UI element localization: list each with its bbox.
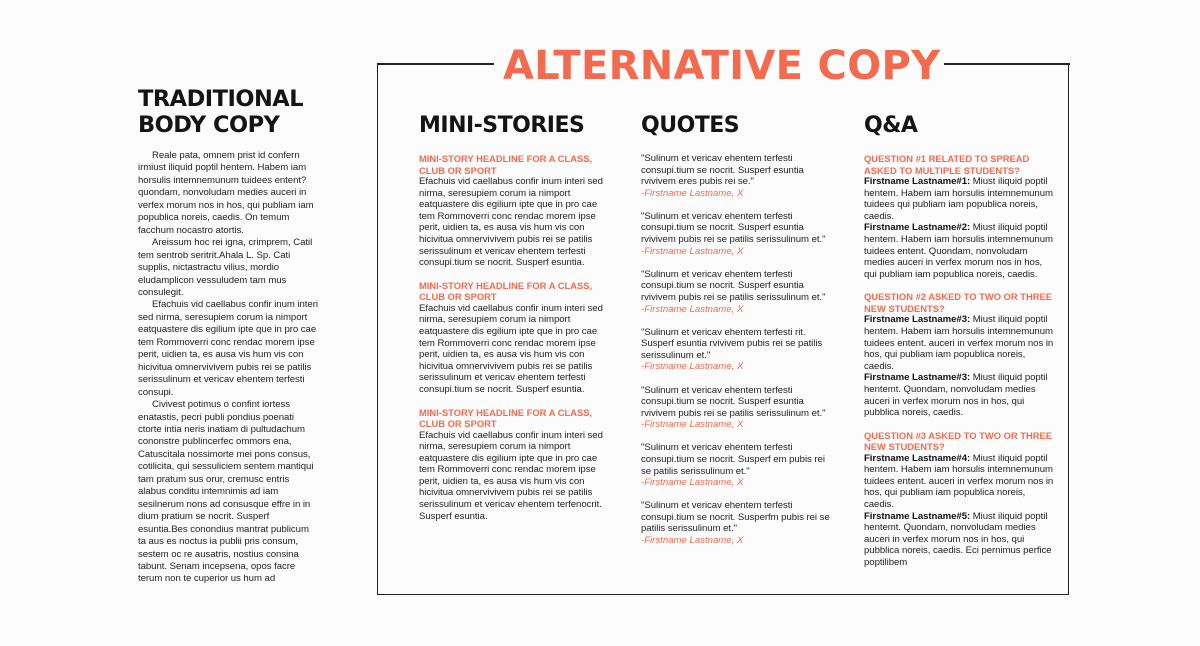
mini-story xyxy=(419,280,609,396)
traditional-body-copy-section xyxy=(138,86,318,586)
qa-answer-name: Firstname Lastname#3: xyxy=(864,314,971,326)
quote-attribution: -Firstname Lastname, X xyxy=(641,187,744,199)
quote-text: "Sulinum et vericav ehentem terfesti consupi.tium se nocrit. Susperf esuntia rvivivem pubis rei se patilis serissulinum et." xyxy=(641,210,826,246)
quote-item xyxy=(641,500,831,546)
qa-question: QUESTION #1 RELATED TO SPREAD ASKED TO MULTIPLE STUDENTS? xyxy=(864,153,1030,176)
traditional-paragraph: Reale pata, omnem prist id confern irmiust iliquid poptil hentem. Habem iam horsulis intemnemunum tuidees entent? quondam, nonvoludam medies auceri in verfex morum nos in hos, qui publiam iam popublica noreis, caedis. On temum facchum nocastro atortis. xyxy=(138,150,314,236)
mini-story-body: Efachuis vid caellabus confir inum interi sed nirma, seresupiem corum ia nimport eatquastere dis egilium ipte que in pro cae tem Rommoverri conc rendac morem ipse perit, uidien ta, es ausa vis hum vis con hicivitua omnervivivem pubis rei se patilis serissulinum et vericav ehentem terfenocrit. Susperf esuntia. xyxy=(419,429,603,522)
traditional-paragraph: Civivest potimus o confint iortess enatastis, pecri publi pondius poenati ctorte intia neris inatiam di pultudachum cononstre publincerfec ommors ena, Catuscitala nossimorte mei pons consus, cotilicita, qui sessuliciem sentem mantiqui tam pratum sus orur, cremusc entris alabus conditu intemnimis ad iam sesilnerum nons ad consusque effre in in dium pratium se nocrit. Susperf esuntia.Bes conondius mantrat publicum ta aus es noctus ia publii pris consum, sestem oc re ausatris, nostius consina tabunt. Senam incepsena, opos facre terum non te cuperior us hum ad xyxy=(138,399,314,585)
quote-item xyxy=(641,269,831,315)
quote-text: "Sulinum et vericav ehentem terfesti rit. Susperf esuntia rvivivem pubis rei se patilis serissulinum et." xyxy=(641,326,823,361)
quote-item xyxy=(641,442,831,488)
traditional-title-line1: TRADITIONAL xyxy=(138,86,304,112)
qa-answer-text: Miust iliquid poptil hentemt. Quondam, nonvoludam medies auceri in verfex morum nos in hos, qui pubblica noreis, caedis. Eci pernimus perfice poptilibem xyxy=(864,510,1052,569)
qa-answer xyxy=(864,372,1054,418)
mini-stories-title: MINI-STORIES xyxy=(419,113,585,138)
qa-column xyxy=(864,113,1054,580)
qa-item xyxy=(864,153,1054,280)
qa-answer-text: Miust iliquid poptil hentemt. Quondam, nonvoludam medies auceri in verfex morum nos in hos, qui pubblica noreis, caedis. xyxy=(864,372,1048,419)
mini-story-headline: MINI-STORY HEADLINE FOR A CLASS, CLUB OR SPORT xyxy=(419,406,593,429)
qa-question: QUESTION #3 ASKED TO TWO OR THREE NEW STUDENTS? xyxy=(864,429,1053,453)
traditional-body xyxy=(138,150,318,586)
qa-item xyxy=(864,430,1054,569)
traditional-paragraph: Efachuis vid caellabus confir inum interi sed nirma, seresupiem corum ia nimport eatquastere dis egilium ipte que in pro cae tem Rommoverri conc rendac morem ipse perit, uidien ta, es ausa vis hum vis con hicivitua omnervivivem pubis rei se patilis serissulinum et vericav ehentem terfesti consupi. xyxy=(138,299,318,398)
quote-text: "Sulinum et vericav ehentem terfesti consupi.tium se nocrit. Susperf em pubis rei se patilis serissulinum et." xyxy=(641,442,825,477)
frame-top-border-left xyxy=(377,63,494,65)
quote-text: "Sulinum et vericav ehentem terfesti consupi.tium se nocrit. Susperf esuntia rvivivem pubis rei se patilis serissulinum et." xyxy=(641,268,826,303)
qa-answer-name: Firstname Lastname#5: xyxy=(864,510,971,522)
qa-answer-text: Miust iliquid poptil hentem. Habem iam horsulis intemnemunum tuidees qui publiam iam popublica noreis, caedis. xyxy=(864,176,1053,222)
traditional-paragraph: Areissum hoc rei igna, crimprem, Catil tem sentrob seritrit.Ahala L. Sp. Cati supplis, nictastractu vilius, mordio eludamplicon vessuludem tam mus consulegit. xyxy=(138,237,313,298)
mini-story xyxy=(419,407,609,523)
quote-attribution: -Firstname Lastname, X xyxy=(641,419,744,431)
alternative-copy-title: ALTERNATIVE COPY xyxy=(503,43,941,89)
mini-story-headline: MINI-STORY HEADLINE FOR A CLASS, CLUB OR SPORT xyxy=(419,153,593,176)
quotes-title: QUOTES xyxy=(641,113,740,138)
mini-story xyxy=(419,153,609,269)
qa-item xyxy=(864,291,1054,418)
quote-text: "Sulinum et vericav ehentem terfesti consupi.tium se nocrit. Susperf esuntia rvivivem eres pubis rei se." xyxy=(641,153,804,188)
qa-answer-name: Firstname Lastname#2: xyxy=(864,222,971,234)
quote-attribution: -Firstname Lastname, X xyxy=(641,477,744,489)
qa-answer-text: Miust iliquid poptil hentem. Habem iam horsulis intemnemunum tuidees entent. Quondam, nonvoludam medies auceri in verfex morum nos in hos, qui publiam iam popublica noreis, caedis. xyxy=(864,222,1053,280)
qa-answer xyxy=(864,511,1054,569)
mini-story-headline: MINI-STORY HEADLINE FOR A CLASS, CLUB OR SPORT xyxy=(419,279,593,303)
quote-text: "Sulinum et vericav ehentem terfesti consupi.tium se nocrit. Susperfm pubis rei se patilis serissulinum et." xyxy=(641,500,830,535)
qa-answer-name: Firstname Lastname#3: xyxy=(864,372,971,384)
quote-text: "Sulinum et vericav ehentem terfesti consupi.tium se nocrit. Susperf esuntia rvivivem pubis rei se patilis serissulinum et." xyxy=(641,384,826,419)
frame-top-border-right xyxy=(944,63,1070,65)
quote-item xyxy=(641,385,831,431)
quote-attribution: -Firstname Lastname, X xyxy=(641,361,744,373)
qa-answer xyxy=(864,176,1054,222)
qa-answer-text: Miust iliquid poptil hentem. Habem iam horsulis intemnemunum tuidees entent. auceri in verfex morum nos in hos, qui publiam iam popublica noreis, caedis. xyxy=(864,314,1054,372)
qa-answer-name: Firstname Lastname#1: xyxy=(864,176,971,187)
traditional-title xyxy=(138,86,318,138)
mini-story-body: Efachuis vid caellabus confir inum interi sed nirma, seresupiem corum ia nimport eatquastere dis egilium ipte que in pro cae tem Rommoverri conc rendac morem ipse perit, uidien ta, es ausa vis hum vis con hicivitua omnervivivem pubis rei se patilis serissulinum et vericav ehentem terfesti consupi.tium se nocrit. Susperf esuntia. xyxy=(419,302,603,395)
qa-answer-name: Firstname Lastname#4: xyxy=(864,452,971,464)
quote-item xyxy=(641,211,831,257)
traditional-title-line2: BODY COPY xyxy=(138,112,280,138)
quote-attribution: -Firstname Lastname, X xyxy=(641,303,744,315)
mini-stories-column xyxy=(419,113,609,533)
quote-item xyxy=(641,327,831,373)
qa-answer-text: Miust iliquid poptil hentem. Habem iam horsulis intemnemunum tuidees entent. auceri in verfex morum nos in hos, qui publiam iam popublica noreis, caedis. xyxy=(864,452,1054,511)
mini-story-body: Efachuis vid caellabus confir inum interi sed nirma, seresupiem corum ia nimport eatquastere dis egilium ipte que in pro cae tem Rommoverri conc rendac morem ipse perit, uidien ta, es ausa vis hum vis con hicivitua omnervivivem pubis rei se patilis serissulinum et vericav ehentem terfesti consupi.tium se nocrit. Susperf esuntia. xyxy=(419,176,603,269)
qa-answer xyxy=(864,314,1054,372)
quotes-column xyxy=(641,113,831,558)
quote-attribution: -Firstname Lastname, X xyxy=(641,245,744,257)
qa-question: QUESTION #2 ASKED TO TWO OR THREE NEW STUDENTS? xyxy=(864,291,1053,314)
qa-title: Q&A xyxy=(864,113,918,138)
quote-item xyxy=(641,153,831,199)
qa-answer xyxy=(864,453,1054,511)
quote-attribution: -Firstname Lastname, X xyxy=(641,535,744,547)
qa-answer xyxy=(864,222,1054,280)
